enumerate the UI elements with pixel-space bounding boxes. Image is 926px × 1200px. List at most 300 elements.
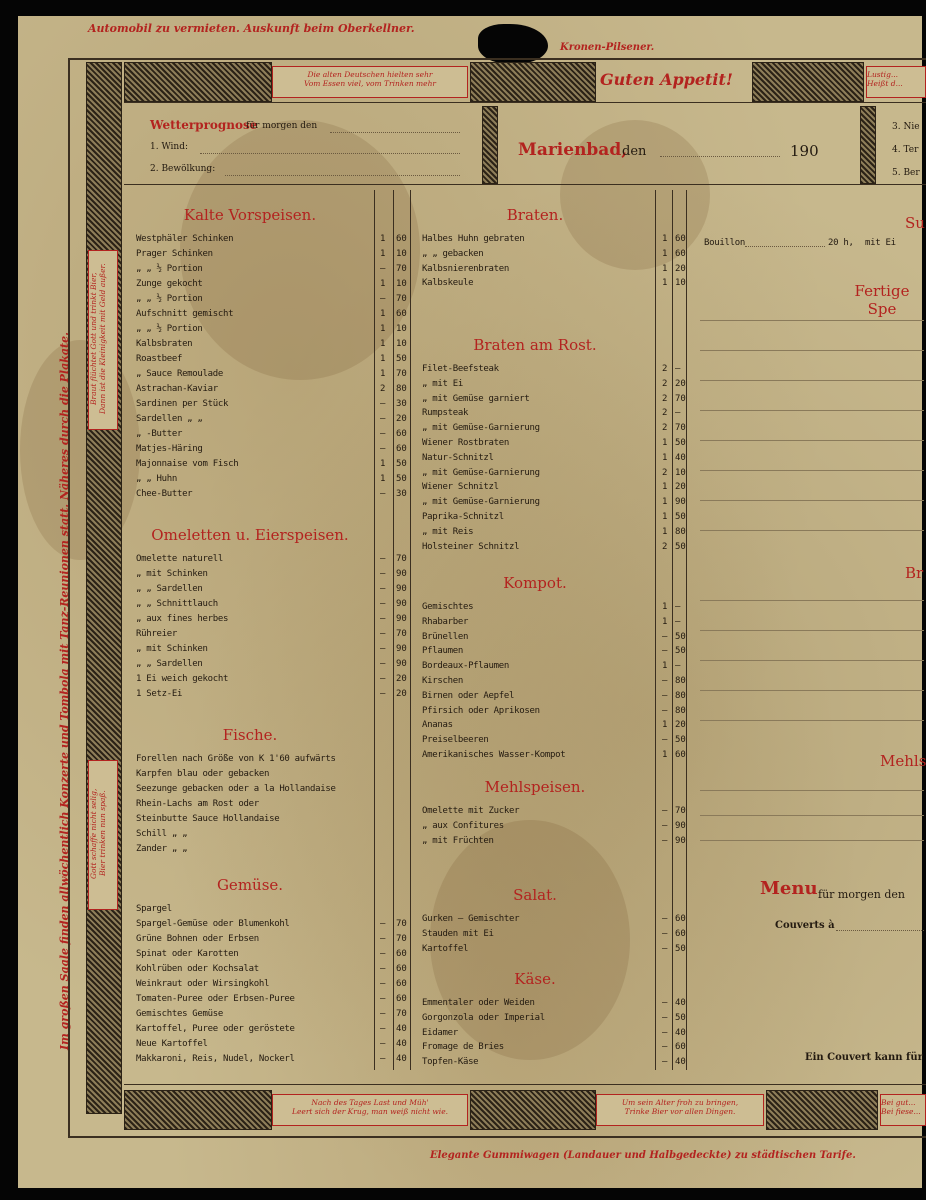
price-crowns: — xyxy=(380,979,386,989)
price-crowns: — xyxy=(380,1039,386,1049)
mehls-title: Mehls xyxy=(880,752,926,770)
menu-item: Neue Kartoffel xyxy=(136,1039,208,1049)
menu-item: Fromage de Bries xyxy=(422,1042,504,1053)
price-crowns: — xyxy=(662,705,668,716)
top-ornament xyxy=(124,62,272,102)
price-heller: 50 xyxy=(675,943,686,954)
price-crowns: — xyxy=(662,835,668,846)
menu-suffix: für morgen den xyxy=(818,888,905,901)
price-heller: 20 xyxy=(675,482,686,493)
menu-item: Omelette naturell xyxy=(136,554,224,564)
menu-item: „ aux fines herbes xyxy=(136,614,229,624)
price-heller: 60 xyxy=(675,234,686,244)
menu-item: Zander „ „ xyxy=(136,844,188,854)
menu-item: Seezunge gebacken oder a la Hollandaise xyxy=(136,784,336,794)
top-ornament xyxy=(752,62,864,102)
menu-item: Spinat oder Karotten xyxy=(136,949,239,959)
weather-clouds: 2. Bewölkung: xyxy=(150,164,216,174)
price-crowns: 1 xyxy=(380,234,386,244)
price-heller: 30 xyxy=(396,489,407,499)
writing-line xyxy=(700,440,924,441)
weather-suffix: für morgen den xyxy=(246,121,318,131)
menu-item: Birnen oder Aepfel xyxy=(422,690,515,701)
section-title: Omeletten u. Eierspeisen. xyxy=(151,526,349,544)
price-crowns: — xyxy=(380,294,386,304)
menu-item: „ mit Gemüse garniert xyxy=(422,393,530,404)
section-title: Kompot. xyxy=(503,574,567,592)
price-crowns: — xyxy=(662,1042,668,1053)
menu-item: Westphäler Schinken xyxy=(136,234,234,244)
price-crowns: — xyxy=(380,659,386,669)
price-crowns: 1 xyxy=(662,720,668,731)
price-heller: 40 xyxy=(675,1027,686,1038)
menu-item: „ „ gebacken xyxy=(422,248,484,259)
dotted-line xyxy=(745,246,825,247)
price-heller: 90 xyxy=(396,659,407,669)
price-heller: 90 xyxy=(396,644,407,654)
menu-item: Prager Schinken xyxy=(136,249,213,259)
price-crowns: 2 xyxy=(662,408,668,419)
price-crowns: 1 xyxy=(380,309,386,319)
menu-item: Grüne Bohnen oder Erbsen xyxy=(136,934,259,944)
bottom-ornament xyxy=(124,1090,272,1130)
price-heller: 20 xyxy=(675,263,686,274)
price-crowns: — xyxy=(380,599,386,609)
writing-line xyxy=(700,720,924,721)
price-crowns: 1 xyxy=(662,750,668,760)
price-heller: 40 xyxy=(396,1024,407,1034)
column-rule xyxy=(686,190,687,1070)
price-crowns: — xyxy=(380,414,386,424)
menu-item: Wiener Rostbraten xyxy=(422,438,510,448)
price-crowns: — xyxy=(380,584,386,594)
price-crowns: 1 xyxy=(380,369,386,379)
bottom-ornament xyxy=(470,1090,596,1130)
left-ornament-border xyxy=(86,62,122,1114)
menu-item: „ mit Schinken xyxy=(136,569,208,579)
br-title: Br xyxy=(905,564,924,582)
price-heller: 70 xyxy=(396,554,407,564)
weather-title: Wetterprognose xyxy=(150,118,258,132)
price-crowns: — xyxy=(662,943,668,954)
price-heller: 70 xyxy=(396,1009,407,1019)
price-heller: 70 xyxy=(396,629,407,639)
menu-item: Stauden mit Ei xyxy=(422,928,494,939)
price-crowns: 1 xyxy=(662,661,668,672)
divider-ornament xyxy=(860,106,876,184)
price-crowns: — xyxy=(662,1027,668,1038)
price-heller: 60 xyxy=(396,429,407,439)
price-heller: 70 xyxy=(675,393,686,404)
price-heller: 10 xyxy=(675,467,686,478)
section-title: Gemüse. xyxy=(216,876,284,894)
column-rule xyxy=(410,190,411,1070)
price-crowns: 1 xyxy=(662,526,668,537)
price-crowns: — xyxy=(662,998,668,1008)
menu-item: „ „ Sardellen xyxy=(136,659,203,669)
motto-bottom-left: Nach des Tages Last und Müh' Leert sich der Krug, man weiß nicht wie. xyxy=(272,1094,468,1126)
menu-item: Sardinen per Stück xyxy=(136,399,229,409)
price-heller: 10 xyxy=(396,324,407,334)
writing-line xyxy=(700,790,924,791)
writing-line xyxy=(700,690,924,691)
price-heller: 70 xyxy=(396,919,407,929)
motto-bottom-right: Bei gut... Bei fiese... xyxy=(880,1094,926,1126)
menu-item: Spargel-Gemüse oder Blumenkohl xyxy=(136,919,290,929)
price-heller: 10 xyxy=(396,249,407,259)
price-crowns: 1 xyxy=(662,278,668,289)
menu-item: Rhabarber xyxy=(422,616,469,627)
price-crowns: 2 xyxy=(662,393,668,404)
menu-item: Pfirsich oder Aprikosen xyxy=(422,705,540,716)
section-title: Salat. xyxy=(513,886,557,904)
menu-item: Tomaten-Puree oder Erbsen-Puree xyxy=(136,994,295,1004)
side-motto-1: Braut flüchtet Gott und trinkt Bier, Dann ist die Kleinigkeit mit Geld außer. xyxy=(88,250,118,430)
writing-line xyxy=(700,350,924,351)
price-crowns: 2 xyxy=(662,467,668,478)
price-crowns: 1 xyxy=(662,248,668,259)
price-heller: — xyxy=(675,616,681,627)
price-crowns: — xyxy=(380,919,386,929)
greeting: Guten Appetit! xyxy=(600,70,733,89)
menu-item: „ mit Gemüse-Garnierung xyxy=(422,497,540,508)
menu-item: Omelette mit Zucker xyxy=(422,806,520,816)
top-ad-right: Kronen-Pilsener. xyxy=(560,42,655,53)
price-heller: 30 xyxy=(396,399,407,409)
section-title: Kalte Vorspeisen. xyxy=(183,206,317,224)
price-heller: 50 xyxy=(675,438,686,448)
price-crowns: — xyxy=(380,629,386,639)
menu-item: Weinkraut oder Wirsingkohl xyxy=(136,979,270,989)
price-heller: 40 xyxy=(396,1039,407,1049)
section-title: Fische. xyxy=(222,726,278,744)
price-crowns: — xyxy=(380,674,386,684)
price-crowns: 1 xyxy=(662,482,668,493)
dotted-line xyxy=(225,175,460,176)
price-crowns: — xyxy=(380,614,386,624)
soup-title: Su xyxy=(905,214,925,232)
motto-left: Die alten Deutschen hielten sehr Vom Essen viel, vom Trinken mehr xyxy=(272,66,468,98)
bouillon-label: Bouillon xyxy=(704,238,745,248)
menu-item: „ mit Gemüse-Garnierung xyxy=(422,423,540,434)
price-heller: 10 xyxy=(675,278,686,289)
price-heller: 80 xyxy=(675,690,686,701)
price-heller: — xyxy=(675,408,681,419)
price-heller: 70 xyxy=(675,806,686,816)
column-rule xyxy=(655,190,656,1070)
price-heller: — xyxy=(675,364,681,374)
top-ad-left: Automobil zu vermieten. Auskunft beim Oberkellner. xyxy=(88,22,415,35)
rule xyxy=(124,102,926,103)
menu-item: „ mit Reis xyxy=(422,526,474,537)
dotted-line xyxy=(836,930,924,931)
price-crowns: — xyxy=(662,690,668,701)
bottom-ad: Elegante Gummiwagen (Landauer und Halbgedeckte) zu städtischen Tarife. xyxy=(430,1150,856,1161)
price-crowns: — xyxy=(380,1024,386,1034)
price-crowns: — xyxy=(662,631,668,642)
menu-item: Kalbsnierenbraten xyxy=(422,263,510,274)
menu-item: Kohlrüben oder Kochsalat xyxy=(136,964,259,974)
price-heller: — xyxy=(675,602,681,612)
price-crowns: — xyxy=(662,806,668,816)
menu-item: „ mit Früchten xyxy=(422,835,494,846)
menu-item: „ mit Gemüse-Garnierung xyxy=(422,467,540,478)
writing-line xyxy=(700,380,924,381)
price-crowns: 1 xyxy=(380,279,386,289)
price-crowns: 1 xyxy=(662,263,668,274)
price-heller: 40 xyxy=(675,1057,686,1068)
menu-item: Wiener Schnitzl xyxy=(422,482,499,493)
writing-line xyxy=(700,530,924,531)
menu-item: Rumpsteak xyxy=(422,408,469,419)
price-crowns: — xyxy=(380,964,386,974)
divider-ornament xyxy=(482,106,498,184)
price-heller: 90 xyxy=(396,614,407,624)
menu-item: Gemischtes Gemüse xyxy=(136,1009,224,1019)
price-heller: 90 xyxy=(675,835,686,846)
weather-wind: 1. Wind: xyxy=(150,142,189,152)
menu-item: Matjes-Häring xyxy=(136,444,203,454)
menu-item: Majonnaise vom Fisch xyxy=(136,459,239,469)
price-crowns: 2 xyxy=(662,541,668,552)
price-heller: 40 xyxy=(675,452,686,463)
side-advert: Im großen Saale finden allwöchentlich Konzerte und Tombola mit Tanz-Reunionen statt. Näheres durch die Plakate. xyxy=(58,332,71,1050)
section-title: Braten am Rost. xyxy=(473,336,597,354)
motto-right: Lustig... Heißt d... xyxy=(866,66,926,98)
weather-3: 3. Nie xyxy=(892,122,920,132)
price-crowns: — xyxy=(380,949,386,959)
price-crowns: — xyxy=(380,399,386,409)
menu-item: „ Sauce Remoulade xyxy=(136,369,224,379)
price-heller: 50 xyxy=(675,541,686,552)
fertige-title: Fertige Spe xyxy=(854,282,910,318)
menu-item: Astrachan-Kaviar xyxy=(136,384,218,394)
menu-item: Eidamer xyxy=(422,1027,458,1038)
price-heller: 60 xyxy=(675,750,686,760)
price-crowns: — xyxy=(380,489,386,499)
menu-item: „ „ Schnittlauch xyxy=(136,599,218,609)
price-crowns: 1 xyxy=(380,339,386,349)
menu-item: Gurken — Gemischter xyxy=(422,914,520,924)
price-crowns: — xyxy=(380,554,386,564)
price-crowns: 1 xyxy=(662,452,668,463)
price-crowns: 1 xyxy=(662,602,668,612)
price-heller: 60 xyxy=(675,914,686,924)
price-crowns: 2 xyxy=(380,384,386,394)
menu-item: Pflaumen xyxy=(422,646,463,657)
price-heller: 60 xyxy=(396,979,407,989)
price-heller: 60 xyxy=(396,949,407,959)
menu-item: Kartoffel xyxy=(422,943,469,954)
menu-item: Steinbutte Sauce Hollandaise xyxy=(136,814,280,824)
couverts-label: Couverts à xyxy=(775,920,835,931)
writing-line xyxy=(700,630,924,631)
price-heller: 50 xyxy=(675,735,686,746)
price-crowns: 1 xyxy=(662,497,668,508)
price-heller: 60 xyxy=(396,234,407,244)
section-title: Braten. xyxy=(506,206,564,224)
price-heller: 40 xyxy=(396,1054,407,1064)
menu-item: Forellen nach Größe von K 1'60 aufwärts xyxy=(136,754,336,764)
price-heller: 70 xyxy=(396,294,407,304)
menu-item: Natur-Schnitzl xyxy=(422,452,494,463)
price-heller: 90 xyxy=(396,599,407,609)
rule xyxy=(124,1084,926,1085)
price-heller: 80 xyxy=(675,526,686,537)
price-heller: 60 xyxy=(396,444,407,454)
dotted-line xyxy=(200,153,460,154)
menu-item: „ „ Sardellen xyxy=(136,584,203,594)
price-crowns: 1 xyxy=(662,616,668,627)
price-heller: 70 xyxy=(675,423,686,434)
menu-item: „ „ ½ Portion xyxy=(136,264,203,274)
bouillon-price: 20 h, xyxy=(828,238,854,248)
menu-item: „ mit Schinken xyxy=(136,644,208,654)
price-heller: 20 xyxy=(396,689,407,699)
price-heller: 60 xyxy=(675,1042,686,1053)
menu-item: Karpfen blau oder gebacken xyxy=(136,769,270,779)
price-heller: 20 xyxy=(675,378,686,389)
price-heller: 50 xyxy=(675,512,686,522)
dotted-line xyxy=(330,132,460,133)
menu-item: Kartoffel, Puree oder geröstete xyxy=(136,1024,295,1034)
menu-item: Roastbeef xyxy=(136,354,183,364)
price-heller: 80 xyxy=(396,384,407,394)
year: 190 xyxy=(790,142,819,160)
price-crowns: — xyxy=(380,569,386,579)
writing-line xyxy=(700,470,924,471)
writing-line xyxy=(700,320,924,321)
price-heller: 70 xyxy=(396,369,407,379)
price-crowns: — xyxy=(662,1012,668,1023)
menu-item: Kirschen xyxy=(422,676,463,686)
bouillon-egg: mit Ei xyxy=(865,238,896,248)
menu-item: Rühreier xyxy=(136,629,177,639)
menu-item: Zunge gekocht xyxy=(136,279,203,289)
price-heller: 20 xyxy=(675,720,686,731)
price-heller: 50 xyxy=(396,459,407,469)
column-rule xyxy=(393,190,394,1070)
price-heller: 50 xyxy=(396,474,407,484)
menu-item: Spargel xyxy=(136,904,172,914)
column-rule xyxy=(672,190,673,1070)
menu-item: Emmentaler oder Weiden xyxy=(422,998,535,1008)
price-crowns: 2 xyxy=(662,423,668,434)
bottom-ornament xyxy=(766,1090,878,1130)
menu-item: Paprika-Schnitzl xyxy=(422,512,504,522)
price-heller: 50 xyxy=(675,646,686,657)
rule xyxy=(124,184,926,185)
menu-item: „ „ ½ Portion xyxy=(136,324,203,334)
price-crowns: — xyxy=(380,934,386,944)
price-heller: 50 xyxy=(675,1012,686,1023)
top-ornament xyxy=(470,62,596,102)
price-crowns: — xyxy=(662,735,668,746)
menu-item: „ aux Confitures xyxy=(422,820,504,831)
price-crowns: — xyxy=(662,820,668,831)
price-heller: 40 xyxy=(675,998,686,1008)
menu-item: „ mit Ei xyxy=(422,378,463,389)
price-crowns: 1 xyxy=(380,249,386,259)
menu-item: „ -Butter xyxy=(136,429,183,439)
price-crowns: — xyxy=(662,914,668,924)
price-heller: 20 xyxy=(396,414,407,424)
motto-bottom-middle: Um sein Alter froh zu bringen, Trinke Bier vor allen Dingen. xyxy=(596,1094,764,1126)
menu-item: Kalbsbraten xyxy=(136,339,193,349)
writing-line xyxy=(700,500,924,501)
price-heller: 50 xyxy=(396,354,407,364)
weather-5: 5. Ber xyxy=(892,168,920,178)
price-heller: 90 xyxy=(675,497,686,508)
writing-line xyxy=(700,815,924,816)
price-crowns: 1 xyxy=(380,324,386,334)
menu-item: „ „ Huhn xyxy=(136,474,177,484)
price-crowns: 2 xyxy=(662,364,668,374)
writing-line xyxy=(700,840,924,841)
menu-item: Topfen-Käse xyxy=(422,1057,479,1068)
price-heller: 50 xyxy=(675,631,686,642)
menu-title: Menu xyxy=(760,878,818,899)
date-word: den xyxy=(622,144,647,159)
price-heller: 80 xyxy=(675,676,686,686)
price-crowns: 2 xyxy=(662,378,668,389)
price-crowns: — xyxy=(662,676,668,686)
price-crowns: 1 xyxy=(662,438,668,448)
menu-item: Gemischtes xyxy=(422,602,474,612)
menu-item: Schill „ „ xyxy=(136,829,188,839)
price-heller: 90 xyxy=(675,820,686,831)
price-crowns: — xyxy=(380,644,386,654)
menu-item: Holsteiner Schnitzl xyxy=(422,541,520,552)
writing-line xyxy=(700,600,924,601)
menu-item: Kalbskeule xyxy=(422,278,474,289)
price-crowns: 1 xyxy=(380,474,386,484)
menu-item: 1 Ei weich gekocht xyxy=(136,674,229,684)
menu-item: 1 Setz-Ei xyxy=(136,689,183,699)
price-heller: 70 xyxy=(396,934,407,944)
price-crowns: — xyxy=(380,264,386,274)
price-heller: 60 xyxy=(675,248,686,259)
price-heller: 60 xyxy=(396,964,407,974)
price-heller: 10 xyxy=(396,339,407,349)
place-name: Marienbad, xyxy=(518,140,628,160)
price-crowns: — xyxy=(380,689,386,699)
weather-4: 4. Ter xyxy=(892,145,919,155)
menu-item: Preiselbeeren xyxy=(422,735,489,746)
menu-item: Ananas xyxy=(422,720,453,731)
price-heller: 10 xyxy=(396,279,407,289)
price-crowns: — xyxy=(662,646,668,657)
menu-item: Rhein-Lachs am Rost oder xyxy=(136,799,259,809)
price-heller: 80 xyxy=(675,705,686,716)
menu-item: Filet-Beefsteak xyxy=(422,364,499,374)
menu-item: Chee-Butter xyxy=(136,489,193,499)
writing-line xyxy=(700,660,924,661)
price-heller: 60 xyxy=(675,928,686,939)
price-heller: 60 xyxy=(396,309,407,319)
menu-item: Makkaroni, Reis, Nudel, Nockerl xyxy=(136,1054,295,1064)
price-heller: 60 xyxy=(396,994,407,1004)
price-crowns: 1 xyxy=(380,459,386,469)
menu-item: Aufschnitt gemischt xyxy=(136,309,234,319)
price-crowns: — xyxy=(380,1054,386,1064)
side-motto-2: Gott schaffe nicht selig, Bier trinken nun spaß. xyxy=(88,760,118,910)
price-heller: 70 xyxy=(396,264,407,274)
price-heller: 90 xyxy=(396,584,407,594)
price-crowns: — xyxy=(662,1057,668,1068)
menu-item: „ „ ½ Portion xyxy=(136,294,203,304)
price-crowns: — xyxy=(662,928,668,939)
